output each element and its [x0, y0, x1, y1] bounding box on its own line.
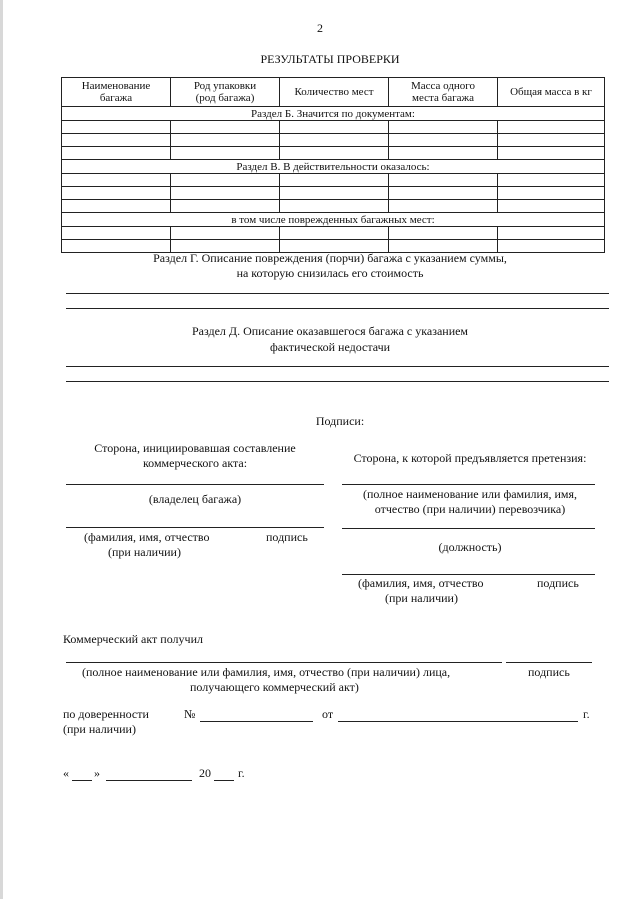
table-row: [62, 200, 605, 213]
position-line: [342, 528, 595, 529]
table-header-row: [62, 78, 605, 107]
header-name: Наименование багажа: [62, 78, 171, 107]
proxy-year-suffix: г.: [583, 707, 590, 721]
left-owner-label: (владелец багажа): [148, 492, 242, 506]
table-row: [62, 227, 605, 240]
table-row: [62, 187, 605, 200]
recipient-line: [66, 662, 502, 663]
date-month-line: [106, 780, 192, 781]
table-row: [62, 174, 605, 187]
proxy-label-2: (при наличии): [63, 722, 136, 736]
recipient-label-2: получающего коммерческий акт): [190, 680, 359, 694]
right-fio-line: [342, 574, 595, 575]
right-carrier-2: отчество (при наличии) перевозчика): [374, 502, 566, 516]
date-close-quote: »: [94, 766, 100, 780]
section-row: Раздел Б. Значится по документам:: [62, 107, 605, 121]
right-carrier-1: (полное наименование или фамилия, имя,: [362, 487, 578, 501]
header-total-mass: Общая масса в кг: [498, 78, 605, 107]
table-row: [62, 121, 605, 134]
date-day-line: [72, 780, 92, 781]
date-year-suffix: г.: [238, 766, 245, 780]
section-row: в том числе поврежденных багажных мест:: [62, 213, 605, 227]
section-g-line2: на которую снизилась его стоимость: [236, 266, 424, 280]
section-d-line: [66, 381, 609, 382]
section-row: Раздел В. В действительности оказалось:: [62, 160, 605, 174]
page-number: 2: [317, 21, 323, 35]
left-heading-2: коммерческого акта:: [142, 456, 248, 470]
table-row: [62, 134, 605, 147]
signatures-title: Подписи:: [315, 414, 365, 428]
section-g-line: [66, 308, 609, 309]
date-century: 20: [199, 766, 211, 780]
header-packaging: Род упаковки (род багажа): [171, 78, 280, 107]
header-count: Количество мест: [280, 78, 389, 107]
table-row: [62, 147, 605, 160]
section-d-line: [66, 366, 609, 367]
recipient-label-1: (полное наименование или фамилия, имя, отчество (при наличии) лица,: [82, 665, 451, 679]
proxy-date-line: [338, 721, 578, 722]
proxy-from-label: от: [322, 707, 334, 721]
section-d-line1: Раздел Д. Описание оказавшегося багажа с указанием: [191, 324, 469, 338]
section-g-line1: Раздел Г. Описание повреждения (порчи) багажа с указанием суммы,: [153, 251, 507, 265]
header-unit-mass: Масса одного места багажа: [389, 78, 498, 107]
left-fio-line: [66, 527, 324, 528]
right-position-label: (должность): [438, 540, 502, 554]
left-heading-1: Сторона, инициировавшая составление: [94, 441, 296, 455]
section-d-line2: фактической недостачи: [269, 340, 391, 354]
left-fio-label-1: (фамилия, имя, отчество: [84, 530, 210, 544]
right-sign-label: подпись: [537, 576, 579, 590]
right-fio-label-1: (фамилия, имя, отчество: [358, 576, 484, 590]
owner-line: [66, 484, 324, 485]
left-sign-label: подпись: [266, 530, 308, 544]
left-fio-label-2: (при наличии): [108, 545, 181, 559]
section-g-line: [66, 293, 609, 294]
recipient-sign-line: [506, 662, 592, 663]
proxy-number-line: [200, 721, 313, 722]
right-fio-label-2: (при наличии): [385, 591, 458, 605]
proxy-number-sign: №: [184, 707, 196, 721]
date-open-quote: «: [63, 766, 69, 780]
received-heading: Коммерческий акт получил: [63, 632, 203, 646]
page-title: РЕЗУЛЬТАТЫ ПРОВЕРКИ: [260, 52, 400, 66]
right-heading: Сторона, к которой предъявляется претензия:: [353, 451, 587, 465]
carrier-line: [342, 484, 595, 485]
recipient-sign-label: подпись: [528, 665, 570, 679]
results-table: [61, 77, 605, 253]
date-year-line: [214, 780, 234, 781]
proxy-label-1: по доверенности: [63, 707, 149, 721]
page-edge: [0, 0, 3, 899]
